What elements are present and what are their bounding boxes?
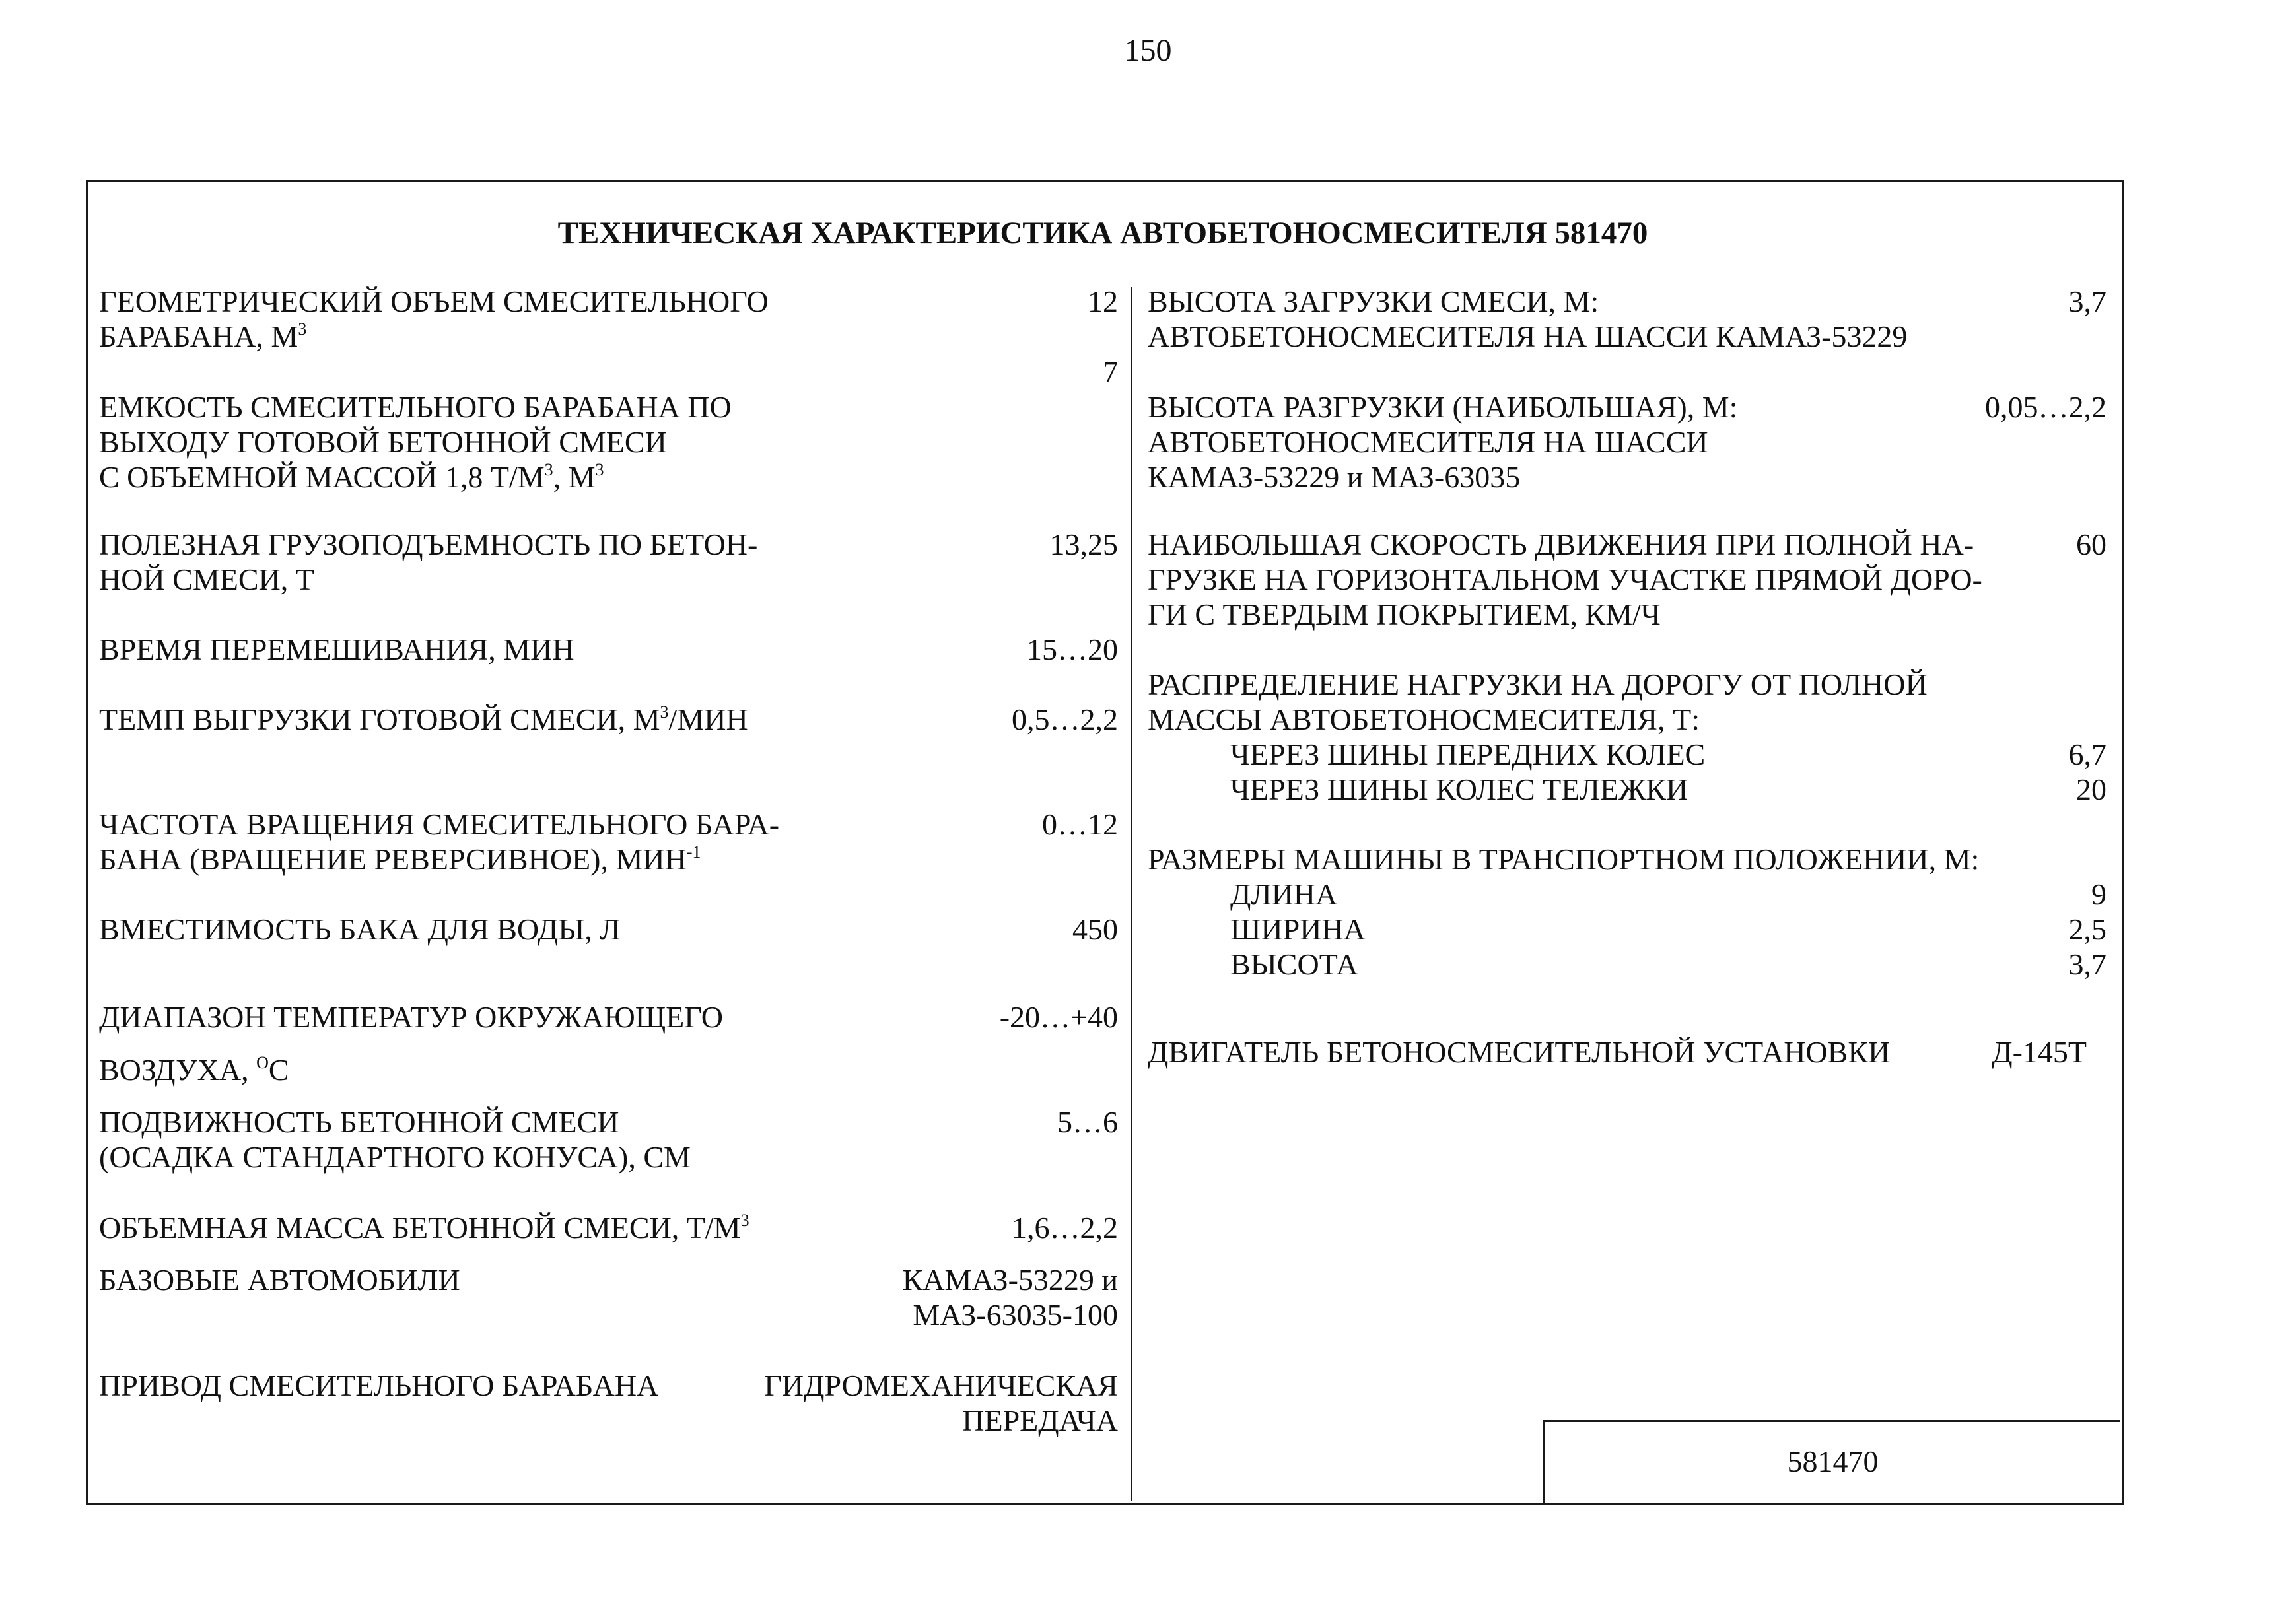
spec-value: 6,7 — [2068, 737, 2106, 771]
spec-value: 2,5 — [2068, 912, 2106, 946]
column-divider — [1131, 287, 1132, 1501]
spec-value: Д-145Т — [1992, 1035, 2087, 1069]
spec-height-label: ВЫСОТА — [1230, 947, 1358, 981]
drawing-stamp — [1543, 1420, 2120, 1503]
spec-value: 20 — [2076, 772, 2106, 806]
spec-width-label: ШИРИНА — [1230, 912, 1366, 946]
spec-value: -20…+40 — [999, 1000, 1118, 1034]
spec-length-label: ДЛИНА — [1230, 877, 1338, 911]
spec-value: КАМАЗ-53229 и МАЗ-63035-100 — [902, 1263, 1118, 1332]
spec-dimensions: РАЗМЕРЫ МАШИНЫ В ТРАНСПОРТНОМ ПОЛОЖЕНИИ, М: ДЛИНА 9 ШИРИНА 2,5 ВЫСОТА 3,7 — [1148, 842, 2106, 981]
spec-value: 5…6 — [1057, 1105, 1118, 1139]
spec-value: 12 — [1088, 285, 1118, 318]
spec-value: 0,5…2,2 — [1012, 702, 1118, 736]
spec-value: 3,7 — [2068, 947, 2106, 981]
spec-value: 450 — [1072, 912, 1118, 946]
spec-value: 60 — [2076, 527, 2106, 561]
spec-value: 13,25 — [1049, 527, 1118, 561]
spec-value: 7 — [1103, 355, 1118, 389]
spec-value: 3,7 — [2068, 285, 2106, 318]
page-number: 150 — [1124, 33, 1172, 68]
spec-value: 0,05…2,2 — [1985, 390, 2106, 424]
spec-bogie-label: ЧЕРЕЗ ШИНЫ КОЛЕС ТЕЛЕЖКИ — [1230, 772, 1688, 806]
spec-load-distribution: РАСПРЕДЕЛЕНИЕ НАГРУЗКИ НА ДОРОГУ ОТ ПОЛНОЙ МАССЫ АВТОБЕТОНОСМЕСИТЕЛЯ, Т: ЧЕРЕЗ ШИНЫ ПЕРЕДНИХ КОЛЕС 6,7 ЧЕРЕЗ ШИНЫ КОЛЕС ТЕЛЕЖКИ 20 — [1148, 667, 2106, 806]
spec-front-axle-label: ЧЕРЕЗ ШИНЫ ПЕРЕДНИХ КОЛЕС — [1230, 737, 1706, 771]
spec-value: 0…12 — [1042, 807, 1118, 841]
stamp-code: 581470 — [1787, 1445, 1879, 1478]
spec-value: ГИДРОМЕХАНИЧЕСКАЯ ПЕРЕДАЧА — [764, 1369, 1118, 1437]
spec-value: 1,6…2,2 — [1012, 1211, 1118, 1244]
spec-value: 9 — [2091, 877, 2106, 911]
spec-value: 15…20 — [1027, 632, 1118, 666]
spec-title: ТЕХНИЧЕСКАЯ ХАРАКТЕРИСТИКА АВТОБЕТОНОСМЕСИТЕЛЯ 581470 — [557, 216, 1648, 250]
